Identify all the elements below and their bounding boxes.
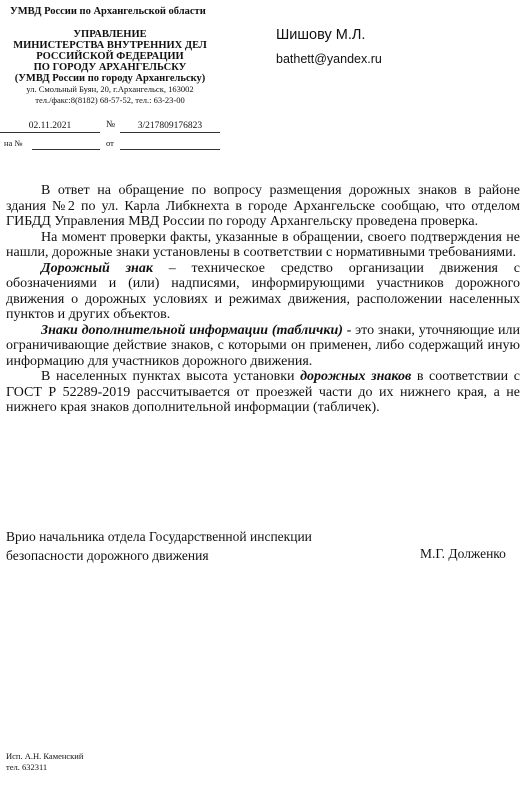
term-info-signs: Знаки дополнительной информации (таблички) - [41,322,352,338]
reply-date-field [120,149,220,150]
paragraph: На момент проверки факты, указанные в обращении, своего подтверждения не нашли, дорожные знаки установлены в соответствии с нормативными требованиями. [6,229,520,260]
letterhead [0,29,220,106]
letterhead-line: УПРАВЛЕНИЕ [73,29,147,40]
executor-phone: тел. 632311 [6,762,48,772]
letterhead-address: ул. Смольный Буян, 20, г.Архангельск, 163002 [26,84,194,94]
letterhead-line: РОССИЙСКОЙ ФЕДЕРАЦИИ [36,51,184,62]
paragraph-text: В населенных пунктах высота установки [41,369,301,384]
letterhead-line: (УМВД России по городу Архангельску) [14,73,206,84]
signatory-name: М.Г. Долженко [420,546,506,561]
paragraph [6,261,520,323]
recipient-email: bathett@yandex.ru [276,52,382,66]
paragraph: В ответ на обращение по вопросу размещения дорожных знаков в районе здания №2 по ул. Карла Либкнехта в городе Архангельске сообщаю, что отделом ГИБДД Управления МВД России по городу Архангельску проведена проверка. [6,183,520,229]
paragraph-text: – техническое средство организации движения с обозначениями и (или) надписями, информирующими участников дорожного движения о дорожных условиях и режимах движения, расположении населенных пунктов и других объектов. [6,260,520,322]
executor-name: Исп. А.Н. Каменский [6,751,84,761]
reply-date-label: от [106,138,114,148]
reply-to-field [32,149,100,150]
term-road-sign: Дорожный знак [41,260,153,276]
paragraph [6,369,520,416]
letter-date: 02.11.2021 [0,120,100,133]
term-road-signs: дорожных знаков [300,369,412,384]
letter-body [6,183,520,416]
letter-number: 3/217809176823 [120,120,220,133]
reply-to-label: на № [4,138,23,148]
paragraph-text: это знаки, уточняющие или ограничивающие действие знаков, с которыми он применен, либо содержащий иную информацию для участников дорожного движения. [6,322,520,369]
paragraph-text: в соответствии с ГОСТ Р 52289-2019 рассчитывается от проезжей части до их нижнего края, а не нижнего края знаков дополнительной информации (табличек). [6,369,520,415]
executor-info [6,751,83,773]
recipient-name: Шишову М.Л. [276,27,366,43]
paragraph [6,323,520,370]
signatory-position-line: Врио начальника отдела Государственной инспекции [6,529,312,544]
signatory-position-line: безопасности дорожного движения [6,548,209,563]
signatory-position [6,527,312,565]
letterhead-line: МИНИСТЕРСТВА ВНУТРЕННИХ ДЕЛ [13,40,207,51]
letterhead-phone: тел./факс:8(8182) 68-57-52, тел.: 63-23-00 [35,95,185,105]
letterhead-line: ПО ГОРОДУ АРХАНГЕЛЬСКУ [33,62,187,73]
number-label: № [106,120,116,130]
org-top-title: УМВД России по Архангельской области [10,6,206,17]
